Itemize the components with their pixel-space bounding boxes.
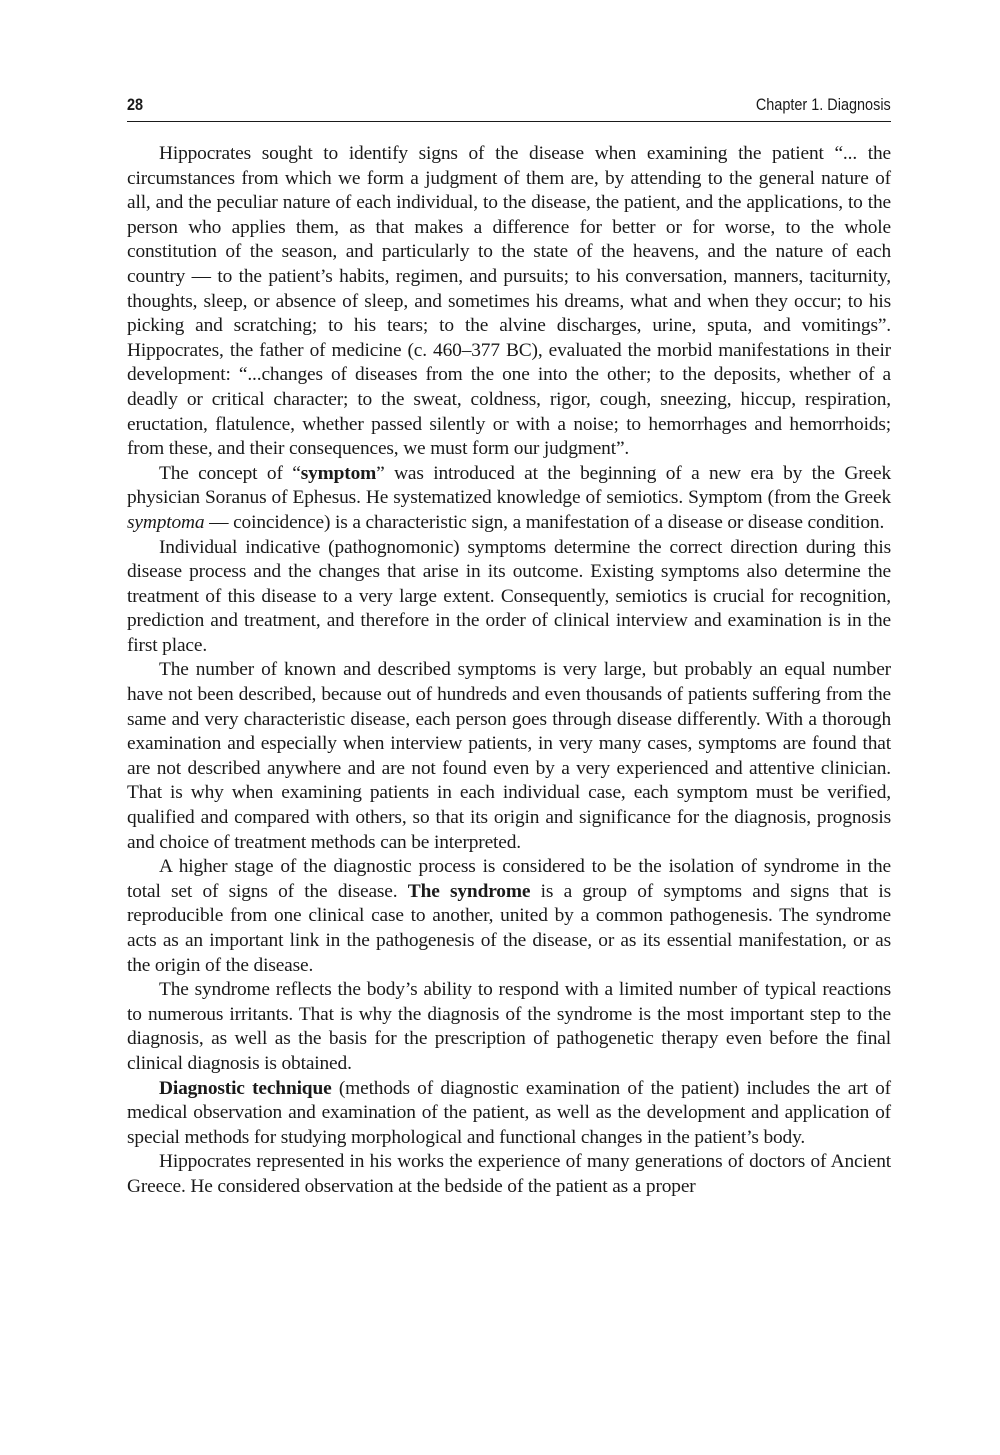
page-header [127,93,891,122]
paragraph-2 [127,462,891,536]
paragraph-8: Hippocrates represented in his works the experience of many generations of doctors of Ancient Greece. He considered observation at the bedside of the patient as a proper [127,1151,891,1197]
paragraph-2-after: — coincidence) is a characteristic sign, a manifestation of a disease or disease condition. [204,511,885,533]
paragraph-7 [127,1077,891,1151]
paragraph-5-after: is a group of symptoms and signs that is reproducible from one clinical case to another, united by a common pathogenesis. The syndrome acts as an important link in the pathogenesis of the disease, or as its essential manifestation, or as the origin of the disease. [127,880,891,976]
term-syndrome: The syndrome [407,880,531,902]
paragraph-4: The number of known and described symptoms is very large, but probably an equal number have not been described, because out of hundreds and even thousands of patients suffering from the same and very characteristic disease, each person goes through disease differently. With a thorough examination and especially when interview patients, in very many cases, symptoms are found that are not described anywhere and are not found even by a very experienced and attentive clinician. That is why when examining patients in each individual case, each symptom must be verified, qualified and compared with others, so that its origin and significance for the diagnosis, prognosis and choice of treatment methods can be interpreted. [127,659,891,853]
paragraph-5-before: A higher stage of the diagnostic process is considered to be the isolation of syndrome in the total set of signs of the disease. [127,856,891,902]
paragraph-2-before: The concept of “ [159,462,301,484]
term-symptoma: symptoma [127,511,205,533]
body-text [127,142,891,1200]
running-head: Chapter 1. Diagnosis [756,95,891,114]
paragraph-3: Individual indicative (pathognomonic) symptoms determine the correct direction during this disease process and the changes that arise in its outcome. Existing symptoms also determine the treatment of this disease to a very large extent. Consequently, semiotics is crucial for recognition, prediction and treatment, and therefore in the order of clinical interview and examination is in the first place. [127,536,891,656]
term-symptom: symptom [300,462,377,484]
paragraph-7-after: (methods of diagnostic examination of the patient) includes the art of medical observation and examination of the patient, as well as the development and application of special methods for studying morphological and functional changes in the patient’s body. [127,1077,891,1148]
page-number: 28 [127,95,144,114]
paragraph-6: The syndrome reflects the body’s ability to respond with a limited number of typical reactions to numerous irritants. That is why the diagnosis of the syndrome is the most important step to the diagnosis, as well as the basis for the prescription of pathogenetic therapy even before the final clinical diagnosis is obtained. [127,979,891,1074]
paragraph-5 [127,855,891,978]
term-diagnostic-technique: Diagnostic technique [159,1077,332,1099]
paragraph-2-middle: ” was introduced at the beginning of a new era by the Greek physician Soranus of Ephesus. He systematized knowledge of semiotics. Symptom (from the Greek [127,462,891,509]
paragraph-1: Hippocrates sought to identify signs of the disease when examining the patient “... the circumstances from which we form a judgment of them are, by attending to the general nature of all, and the peculiar nature of each individual, to the disease, the patient, and the applications, to the person who applies them, as that makes a difference for better or for worse, to the whole constitution of the season, and particularly to the state of the heavens, and the nature of each country — to the patient’s habits, regimen, and pursuits; to his conversation, manners, taciturnity, thoughts, sleep, or absence of sleep, and sometimes his dreams, what and when they occur; to his picking and scratching; to his tears; to the alvine discharges, urine, sputa, and vomitings”. Hippocrates, the father of medicine (c. 460–377 BC), evaluated the morbid manifestations in their development: “...changes of diseases from the one into the other; to the deposits, whether of a deadly or critical character; to the sweat, coldness, rigor, cough, sneezing, hiccup, respiration, eructation, flatulence, whether passed silently or with a noise; to hemorrhages and hemorrhoids; from these, and their consequences, we must form our judgment”. [127,143,891,460]
